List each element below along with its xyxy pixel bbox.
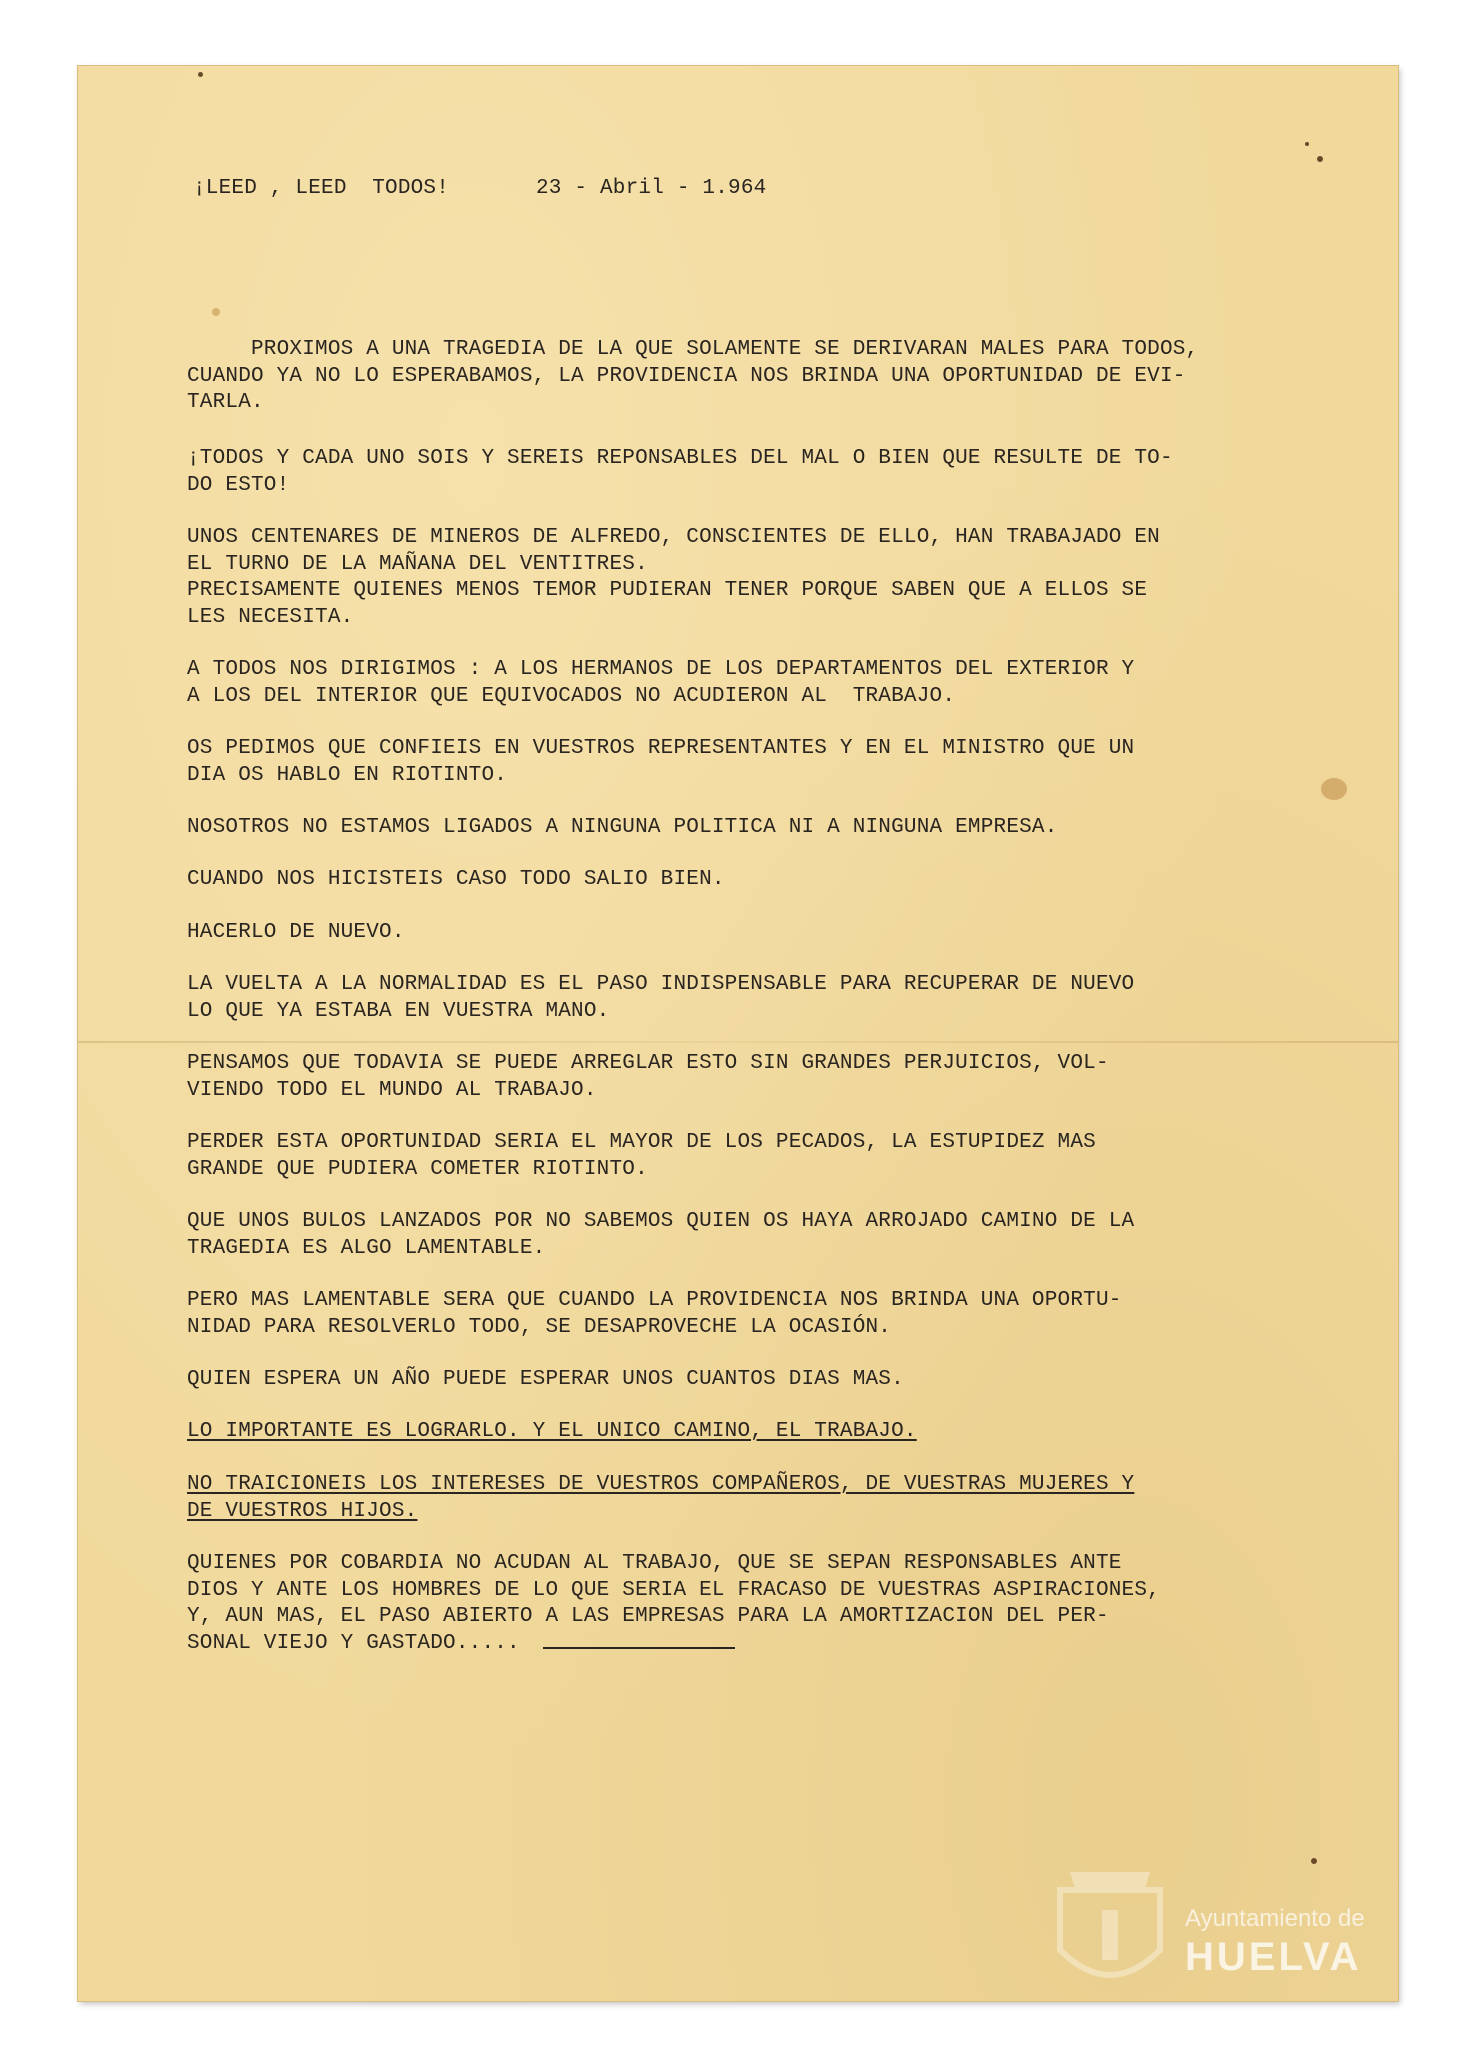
ink-speck [1311,1858,1317,1864]
paragraph-16: NO TRAICIONEIS LOS INTERESES DE VUESTROS COMPAÑEROS, DE VUESTRAS MUJERES Y DE VUESTROS HIJOS. [187,1473,1135,1523]
paragraph-8: HACERLO DE NUEVO. [187,921,405,944]
ink-speck [1305,142,1309,146]
watermark-caption: Ayuntamiento de [1185,1905,1365,1932]
paragraph-12: QUE UNOS BULOS LANZADOS POR NO SABEMOS QUIEN OS HAYA ARROJADO CAMINO DE LA TRAGEDIA ES ALGO LAMENTABLE. [187,1210,1135,1260]
watermark-title: HUELVA [1185,1935,1362,1979]
paragraph-7: CUANDO NOS HICISTEIS CASO TODO SALIO BIEN. [187,868,725,891]
paragraph-3: UNOS CENTENARES DE MINEROS DE ALFREDO, CONSCIENTES DE ELLO, HAN TRABAJADO EN EL TURNO DE LA MAÑANA DEL VENTITRES. PRECISAMENTE QUIENES MENOS TEMOR PUDIERAN TENER PORQUE SABEN QUE A ELLOS SE LES NECESITA. [187,526,1160,629]
stain [212,308,220,316]
paragraph-17: QUIENES POR COBARDIA NO ACUDAN AL TRABAJO, QUE SE SEPAN RESPONSABLES ANTE DIOS Y ANTE LOS HOMBRES DE LO QUE SERIA EL FRACASO DE VUESTRAS ASPIRACIONES, Y, AUN MAS, EL PASO ABIERTO A LAS EMPRESAS PARA LA AMORTIZACION DEL PER- SONAL VIEJO Y GASTADO..... [187,1552,1160,1655]
fold-crease [78,1041,1398,1043]
ink-speck [1317,156,1323,162]
stain [1321,778,1347,800]
paragraph-5: OS PEDIMOS QUE CONFIEIS EN VUESTROS REPRESENTANTES Y EN EL MINISTRO QUE UN DIA OS HABLO EN RIOTINTO. [187,737,1135,787]
closing-rule [543,1647,735,1649]
paragraph-9: LA VUELTA A LA NORMALIDAD ES EL PASO INDISPENSABLE PARA RECUPERAR DE NUEVO LO QUE YA ESTABA EN VUESTRA MANO. [187,973,1135,1023]
ink-speck [198,72,203,77]
date: 23 - Abril - 1.964 [536,177,767,200]
paragraph-14: QUIEN ESPERA UN AÑO PUEDE ESPERAR UNOS CUANTOS DIAS MAS. [187,1368,904,1391]
paragraph-15: LO IMPORTANTE ES LOGRARLO. Y EL UNICO CAMINO, EL TRABAJO. [187,1420,917,1443]
paragraph-13: PERO MAS LAMENTABLE SERA QUE CUANDO LA PROVIDENCIA NOS BRINDA UNA OPORTU- NIDAD PARA RESOLVERLO TODO, SE DESAPROVECHE LA OCASIÓN. [187,1289,1122,1339]
paragraph-6: NOSOTROS NO ESTAMOS LIGADOS A NINGUNA POLITICA NI A NINGUNA EMPRESA. [187,816,1058,839]
paragraph-4: A TODOS NOS DIRIGIMOS : A LOS HERMANOS DE LOS DEPARTAMENTOS DEL EXTERIOR Y A LOS DEL INTERIOR QUE EQUIVOCADOS NO ACUDIERON AL TRABAJO. [187,658,1135,708]
heading: ¡LEED , LEED TODOS! [193,177,450,200]
paragraph-2: ¡TODOS Y CADA UNO SOIS Y SEREIS REPONSABLES DEL MAL O BIEN QUE RESULTE DE TO- DO ESTO! [187,447,1173,497]
paragraph-11: PERDER ESTA OPORTUNIDAD SERIA EL MAYOR DE LOS PECADOS, LA ESTUPIDEZ MAS GRANDE QUE PUDIERA COMETER RIOTINTO. [187,1131,1096,1181]
paragraph-10: PENSAMOS QUE TODAVIA SE PUEDE ARREGLAR ESTO SIN GRANDES PERJUICIOS, VOL- VIENDO TODO EL MUNDO AL TRABAJO. [187,1052,1109,1102]
crest-watermark-icon [1050,1850,1170,2000]
paragraph-1: PROXIMOS A UNA TRAGEDIA DE LA QUE SOLAMENTE SE DERIVARAN MALES PARA TODOS, CUANDO YA NO LO ESPERABAMOS, LA PROVIDENCIA NOS BRINDA UNA OPORTUNIDAD DE EVI- TARLA. [187,338,1199,414]
